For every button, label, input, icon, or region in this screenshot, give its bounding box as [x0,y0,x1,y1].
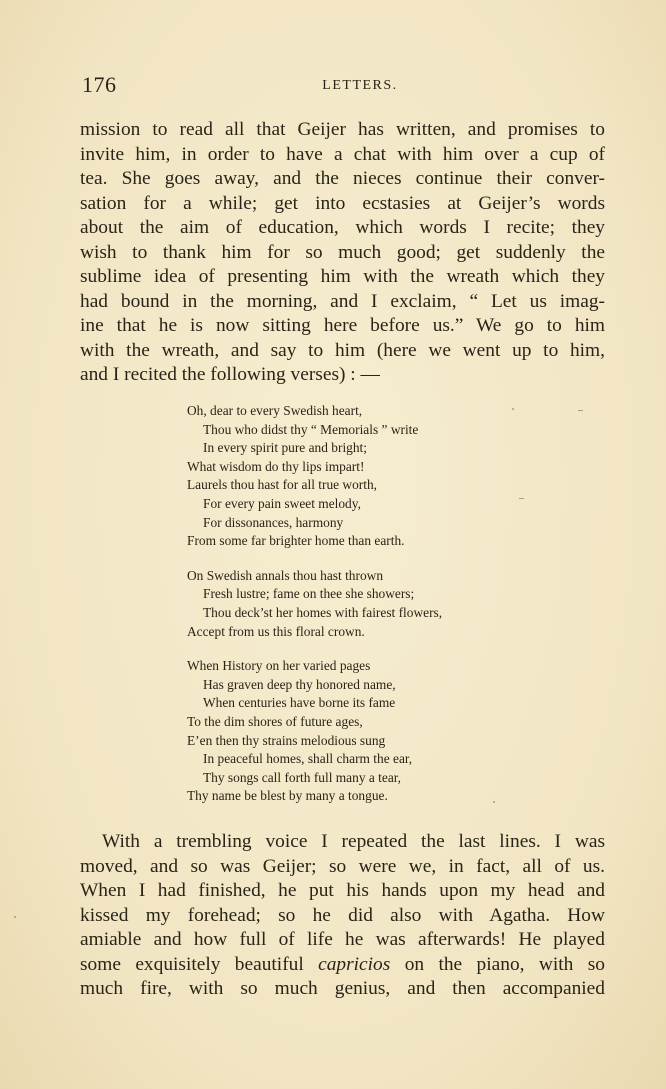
verse-line: In peaceful homes, shall charm the ear, [203,751,413,767]
poem-stanza-2 [187,567,442,641]
prose-paragraph-top [80,118,605,388]
verse-line: Oh, dear to every Swedish heart, [187,403,363,418]
prose-paragraph-bottom [80,830,605,1002]
verse-line: Thy songs call forth full many a tear, [203,769,402,785]
verse-line: Fresh lustre; fame on thee she showers; [203,586,415,602]
verse-line: Laurels thou hast for all true worth, [187,477,378,493]
verse-line: Thy name be blest by many a tongue. [187,788,388,804]
prose-line: had bound in the morning, and I exclaim, “ Let us imag- [80,290,605,312]
verse-line: When History on her varied pages [187,658,371,674]
verse-line: When centuries have borne its fame [203,695,396,711]
prose-line-mixed [80,953,605,978]
prose-line: sublime idea of presenting him with the wreath which they [80,266,605,287]
italic-word: capricios [318,953,391,975]
verse-line: For dissonances, harmony [203,514,344,530]
prose-line: about the aim of education, which words I recite; they [80,217,605,238]
poem [187,402,442,822]
prose-line: sation for a while; get into ecstasies at Geijer’s words [80,192,605,214]
running-title: LETTERS. [322,78,398,93]
paper-speck [493,801,495,803]
prose-line: with the wreath, and say to him (here we went up to him, [80,339,605,361]
paper-speck [14,916,16,918]
prose-line: With a trembling voice I repeated the last lines. I was [102,831,605,852]
prose-text: on the piano, with so [390,953,605,975]
poem-stanza-1 [187,402,442,551]
prose-line: mission to read all that Geijer has written, and promises to [80,119,605,140]
prose-line: When I had finished, he put his hands upon my head and [80,880,605,901]
prose-line: kissed my forehead; so he did also with Agatha. How [80,904,605,926]
verse-line: On Swedish annals thou hast thrown [187,567,384,583]
paper-speck [512,408,514,410]
page-header [80,72,610,102]
prose-line: and I recited the following verses) : — [80,364,380,385]
prose-line: tea. She goes away, and the nieces continue their conver- [80,168,605,189]
prose-line: much fire, with so much genius, and then accompanied [80,978,605,999]
prose-line: ine that he is now sitting here before us.” We go to him [80,315,605,336]
verse-line: From some far brighter home than earth. [187,533,405,549]
verse-line: E’en then thy strains melodious sung [187,732,386,748]
verse-line: Thou who didst thy “ Memorials ” write [203,421,419,437]
verse-line: What wisdom do thy lips impart! [187,458,365,474]
verse-line: In every spirit pure and bright; [203,440,367,456]
prose-line: wish to thank him for so much good; get suddenly the [80,241,605,263]
page-number: 176 [82,72,117,97]
verse-line: Has graven deep thy honored name, [203,676,396,692]
prose-line: moved, and so was Geijer; so were we, in fact, all of us. [80,855,605,877]
prose-text: some exquisitely beautiful [80,953,319,975]
prose-line: invite him, in order to have a chat with him over a cup of [80,143,605,165]
verse-line: Accept from us this floral crown. [187,623,365,639]
paper-speck [578,410,583,411]
verse-line: For every pain sweet melody, [203,495,361,511]
poem-stanza-3 [187,657,442,806]
prose-line: amiable and how full of life he was afterwards! He played [80,929,605,950]
paper-speck [519,498,524,499]
verse-line: To the dim shores of future ages, [187,713,363,729]
verse-line: Thou deck’st her homes with fairest flowers, [203,604,443,620]
